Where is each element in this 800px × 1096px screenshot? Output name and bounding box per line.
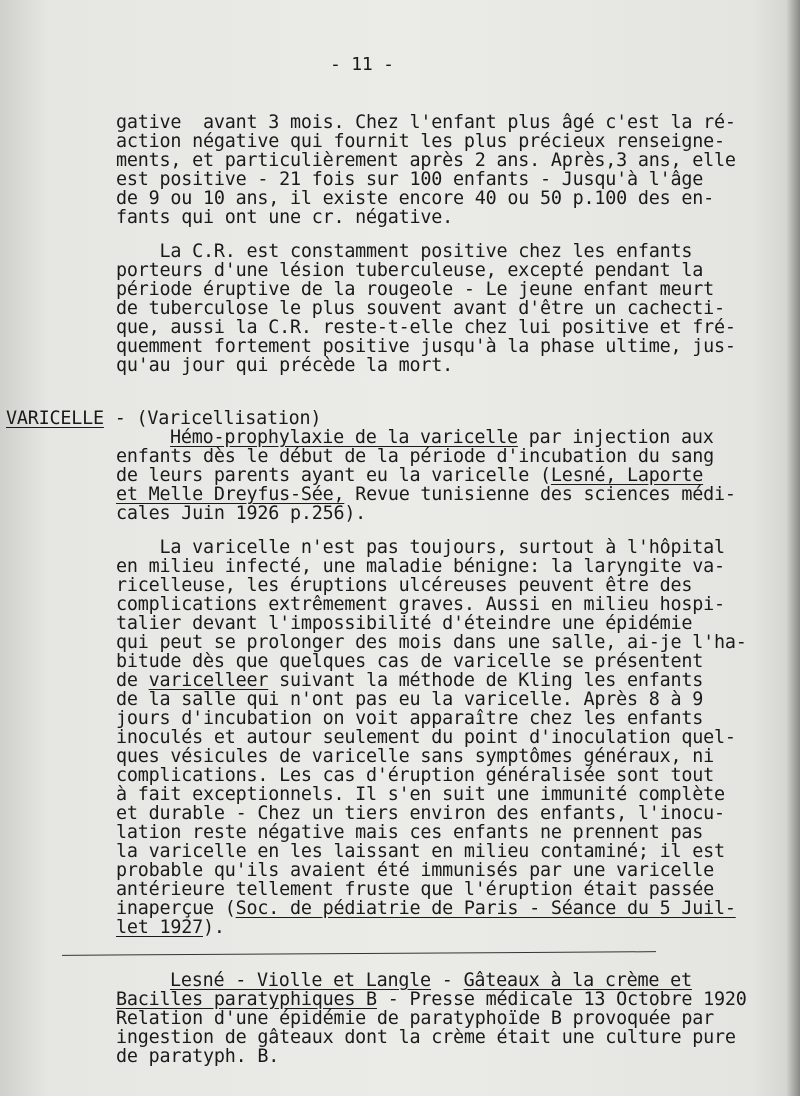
reference-line bbox=[116, 991, 747, 1010]
horizontal-rule bbox=[62, 951, 656, 956]
text-line: ricelleuse, les éruptions ulcéreuses peuvent être des bbox=[116, 575, 693, 596]
reference-authors: Lesné - Violle et Langle bbox=[170, 970, 431, 991]
text-line bbox=[116, 919, 225, 938]
text-line: période éruptive de la rougeole - Le jeune enfant meurt bbox=[116, 279, 714, 300]
text-line: de tuberculose le plus souvent avant d'être un cachecti- bbox=[116, 298, 725, 319]
text-line: quemment fortement positive jusqu'à la phase ultime, jus- bbox=[116, 336, 736, 357]
text-line: de paratyph. B. bbox=[116, 1046, 280, 1067]
text-line: complications extrêmement graves. Aussi en milieu hospi- bbox=[116, 594, 725, 615]
text-span: de bbox=[116, 670, 149, 691]
society-reference: Soc. de pédiatrie de Paris - Séance du 5 Juil- bbox=[235, 898, 736, 919]
varicelle-heading-line bbox=[6, 410, 321, 429]
text-span: Revue tunisienne des sciences médi- bbox=[344, 484, 736, 505]
text-line: gative avant 3 mois. Chez l'enfant plus âgé c'est la ré- bbox=[116, 112, 736, 133]
text-line: la varicelle en les laissant en milieu contaminé; il est bbox=[116, 841, 725, 862]
text-line: fants qui ont une cr. négative. bbox=[116, 207, 454, 228]
section-heading-suffix: - (Varicellisation) bbox=[103, 408, 322, 429]
reference-line bbox=[116, 467, 703, 486]
text-span: ). bbox=[202, 917, 225, 938]
text-line: complications. Les cas d'éruption généralisée sont tout bbox=[116, 765, 714, 786]
reference-authors: Lesné, Laporte bbox=[550, 465, 704, 486]
text-line: La C.R. est constamment positive chez les enfants bbox=[116, 241, 693, 262]
text-span: - Presse médicale 13 Octobre 1920 bbox=[376, 989, 747, 1010]
reference-line bbox=[116, 486, 736, 505]
society-reference-2: let 1927 bbox=[116, 917, 203, 938]
text-line bbox=[116, 672, 703, 691]
text-line: et durable - Chez un tiers environ des enfants, l'inocu- bbox=[116, 803, 725, 824]
page-number: - 11 - bbox=[330, 54, 394, 75]
text-line: ques vésicules de varicelle sans symptômes généraux, ni bbox=[116, 746, 714, 767]
text-line: est positive - 21 fois sur 100 enfants - Jusqu'à l'âge bbox=[116, 169, 704, 190]
text-line: action négative qui fournit les plus précieux renseigne- bbox=[116, 131, 725, 152]
text-span: par injection aux bbox=[517, 427, 714, 448]
reference-line bbox=[170, 972, 692, 991]
reference-title: Gâteaux à la crème et bbox=[463, 970, 692, 991]
text-line: de 9 ou 10 ans, il existe encore 40 ou 50 p.100 des en- bbox=[116, 188, 714, 209]
text-line: porteurs d'une lésion tuberculeuse, excepté pendant la bbox=[116, 260, 704, 281]
text-line: de la salle qui n'ont pas eu la varicelle. Après 8 à 9 bbox=[116, 689, 704, 710]
text-line: probable qu'ils avaient été immunisés par une varicelle bbox=[116, 860, 714, 881]
text-line: à fait exceptionnels. Il s'en suit une immunité complète bbox=[116, 784, 725, 805]
reference-title: Hémo-prophylaxie de la varicelle bbox=[170, 427, 518, 448]
text-line: que, aussi la C.R. reste-t-elle chez lui positive et fré- bbox=[116, 317, 736, 338]
reference-line bbox=[170, 429, 714, 448]
section-heading: VARICELLE bbox=[6, 408, 104, 429]
text-line: cales Juin 1926 p.256). bbox=[116, 503, 367, 524]
page-edge-shadow bbox=[786, 0, 800, 1096]
text-line: ments, et particulièrement après 2 ans. Après,3 ans, elle bbox=[116, 150, 736, 171]
text-line: talier devant l'impossibilité d'éteindre une épidémie bbox=[116, 613, 693, 634]
reference-authors-2: et Melle Dreyfus-Sée, bbox=[116, 484, 345, 505]
underlined-term: varicelleer bbox=[148, 670, 269, 691]
text-line: Relation d'une épidémie de paratyphoïde B provoquée par bbox=[116, 1008, 714, 1029]
text-span: - bbox=[430, 970, 464, 991]
text-span: inaperçue ( bbox=[116, 898, 236, 919]
text-line: antérieure tellement fruste que l'éruption était passée bbox=[116, 879, 714, 900]
text-line: ingestion de gâteaux dont la crème était une culture pure bbox=[116, 1027, 736, 1048]
text-line: qui peut se prolonger des mois dans une salle, ai-je l'ha- bbox=[116, 632, 747, 653]
text-line: jours d'incubation on voit apparaître chez les enfants bbox=[116, 708, 704, 729]
text-line: inoculés et autour seulement du point d'inoculation quel- bbox=[116, 727, 736, 748]
text-line: La varicelle n'est pas toujours, surtout à l'hôpital bbox=[116, 537, 725, 558]
text-span: suivant la méthode de Kling les enfants bbox=[268, 670, 704, 691]
text-line: en milieu infecté, une maladie bénigne: la laryngite va- bbox=[116, 556, 725, 577]
text-line: bitude dès que quelques cas de varicelle se présentent bbox=[116, 651, 704, 672]
reference-title-2: Bacilles paratyphiques B bbox=[116, 989, 377, 1010]
text-line: lation reste négative mais ces enfants ne prennent pas bbox=[116, 822, 704, 843]
text-line bbox=[116, 900, 736, 919]
text-line: enfants dès le début de la période d'incubation du sang bbox=[116, 446, 714, 467]
text-line: qu'au jour qui précède la mort. bbox=[116, 355, 454, 376]
text-span: de leurs parents ayant eu la varicelle ( bbox=[116, 465, 551, 486]
